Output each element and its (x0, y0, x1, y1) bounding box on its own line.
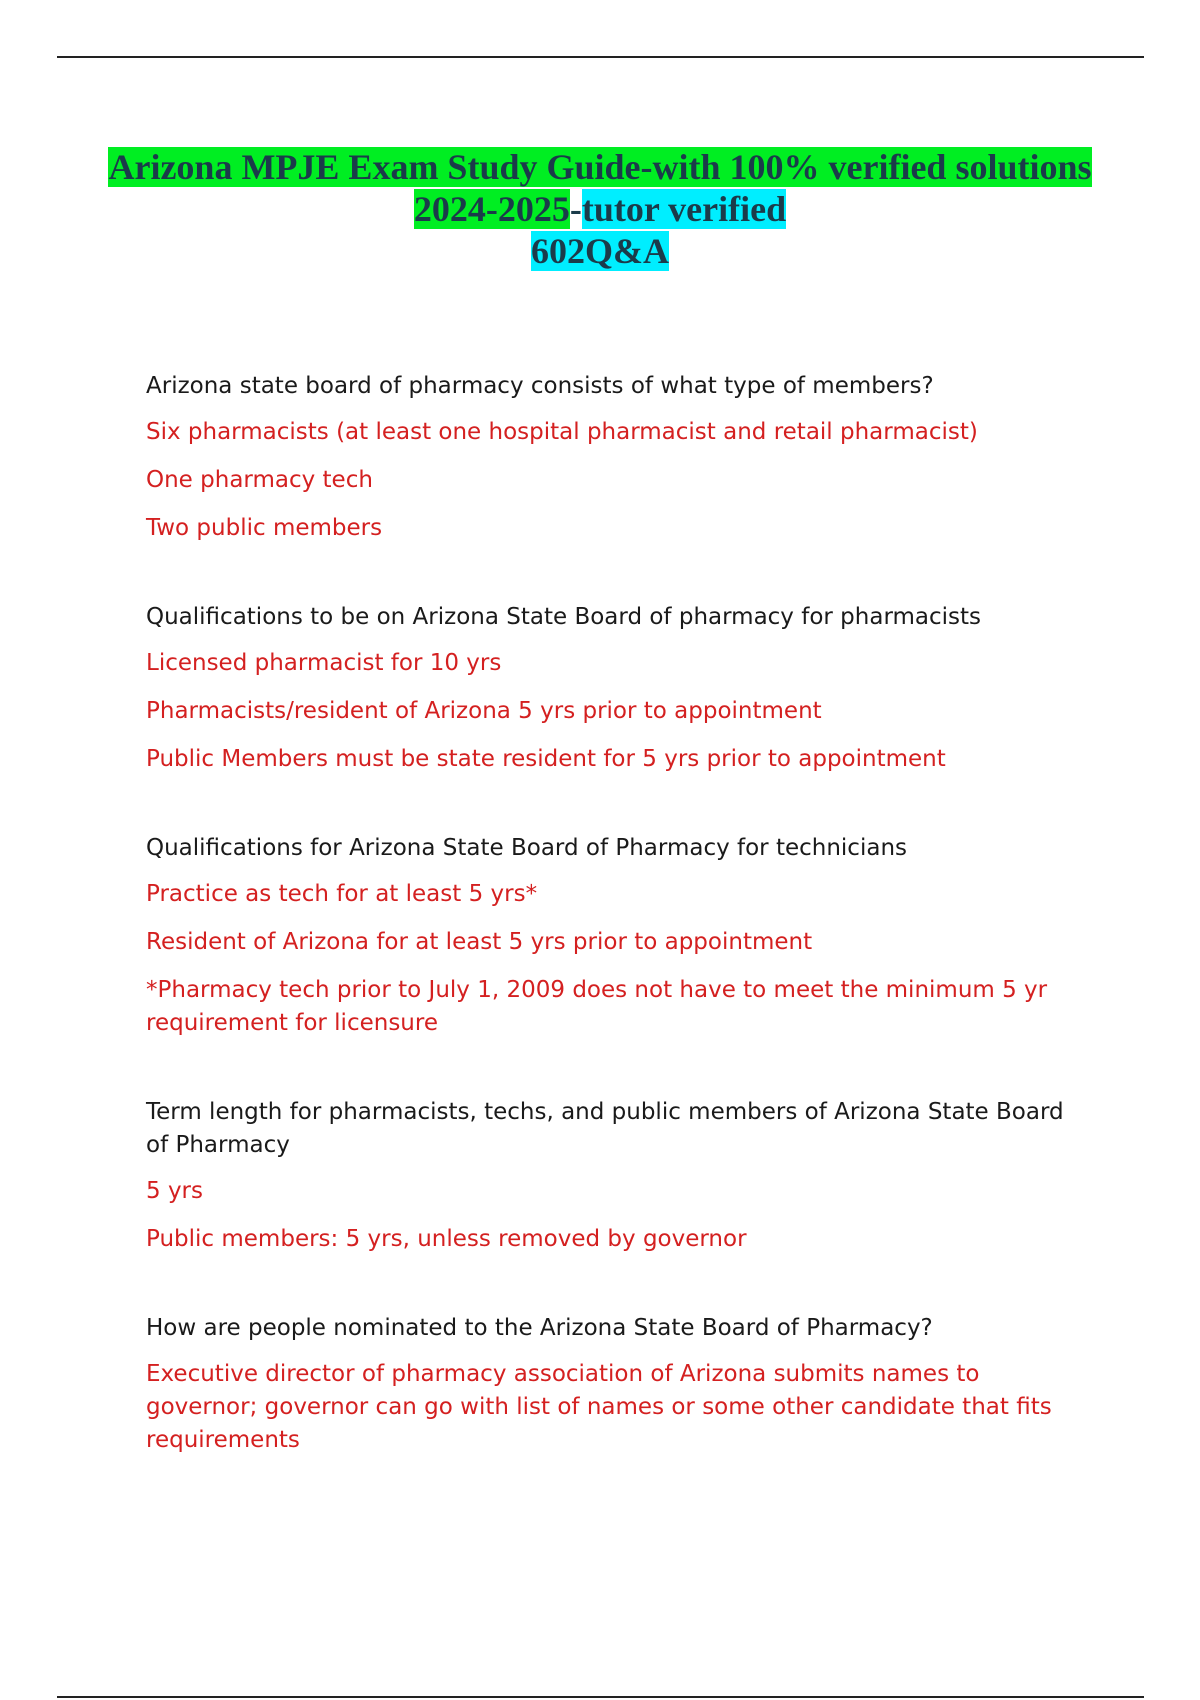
qa-item (146, 832, 1066, 1040)
question: Qualifications for Arizona State Board of Pharmacy for technicians (146, 835, 907, 861)
qa-item (146, 1312, 1066, 1457)
question: Arizona state board of pharmacy consists of what type of members? (146, 373, 934, 399)
bottom-rule (57, 1696, 1144, 1698)
answer: One pharmacy tech (146, 467, 373, 493)
title-highlight-green: Arizona MPJE Exam Study Guide-with 100% verified solutions 2024-2025 (108, 147, 1092, 229)
title-separator: - (569, 189, 582, 229)
qa-item (146, 1096, 1066, 1256)
answer: Pharmacists/resident of Arizona 5 yrs prior to appointment (146, 698, 822, 724)
qa-item (146, 370, 1066, 545)
answer: Six pharmacists (at least one hospital pharmacist and retail pharmacist) (146, 419, 978, 445)
title-highlight-cyan: tutor verified (581, 189, 787, 229)
question: How are people nominated to the Arizona State Board of Pharmacy? (146, 1315, 933, 1341)
answer: Two public members (146, 515, 383, 541)
title-question-count: 602Q&A (531, 231, 669, 271)
answer: Licensed pharmacist for 10 yrs (146, 650, 502, 676)
answer: Public Members must be state resident for 5 yrs prior to appointment (146, 746, 946, 772)
answer: *Pharmacy tech prior to July 1, 2009 does not have to meet the minimum 5 yr requirement for licensure (146, 977, 1048, 1036)
question: Term length for pharmacists, techs, and public members of Arizona State Board of Pharmacy (146, 1099, 1064, 1158)
qa-item (146, 601, 1066, 776)
answer: Executive director of pharmacy association of Arizona submits names to governor; governor can go with list of names or some other candidate that fits requirements (146, 1361, 1052, 1453)
answer: 5 yrs (146, 1178, 203, 1204)
answer: Public members: 5 yrs, unless removed by governor (146, 1226, 747, 1252)
answer: Resident of Arizona for at least 5 yrs prior to appointment (146, 929, 813, 955)
answer: Practice as tech for at least 5 yrs* (146, 881, 538, 907)
question: Qualifications to be on Arizona State Board of pharmacy for pharmacists (146, 604, 982, 630)
top-rule (57, 56, 1144, 58)
document-title (100, 146, 1100, 272)
qa-list (146, 370, 1066, 1513)
